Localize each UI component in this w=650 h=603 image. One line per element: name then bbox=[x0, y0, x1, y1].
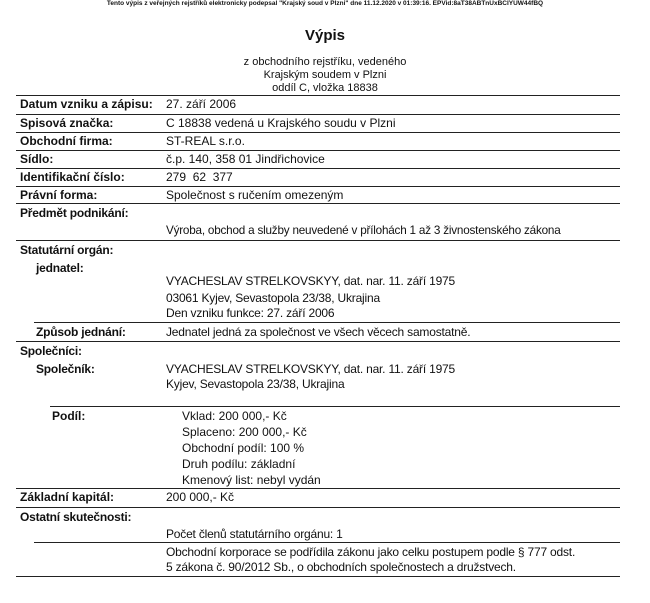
value-spisova-znacka: C 18838 vedená u Krajského soudu v Plzni bbox=[166, 116, 396, 130]
label-zakladni-kapital: Základní kapitál: bbox=[20, 490, 115, 504]
label-podil: Podíl: bbox=[52, 409, 86, 423]
value-obchodni-firma: ST-REAL s.r.o. bbox=[166, 134, 245, 148]
label-obchodni-firma: Obchodní firma: bbox=[20, 134, 113, 148]
label-statutarni-organ: Statutární orgán: bbox=[20, 243, 114, 257]
jednatel-line-1: VYACHESLAV STRELKOVSKYY, dat. nar. 11. září 1975 bbox=[166, 274, 455, 288]
label-pravni-forma: Právní forma: bbox=[20, 188, 98, 202]
divider bbox=[50, 406, 620, 407]
label-jednatel: jednatel: bbox=[36, 261, 84, 275]
label-spolecnici: Společníci: bbox=[20, 344, 82, 358]
podil-druh: Druh podílu: základní bbox=[182, 457, 296, 471]
ostatni-line-1: Počet členů statutárního orgánu: 1 bbox=[166, 527, 343, 541]
divider bbox=[16, 132, 620, 133]
divider bbox=[16, 576, 620, 577]
value-datum-vzniku: 27. září 2006 bbox=[166, 97, 237, 111]
podil-vklad: Vklad: 200 000,- Kč bbox=[182, 409, 287, 423]
divider bbox=[34, 322, 620, 323]
label-zpusob-jednani: Způsob jednání: bbox=[36, 325, 126, 339]
divider bbox=[16, 150, 620, 151]
value-sidlo: č.p. 140, 358 01 Jindřichovice bbox=[166, 152, 325, 166]
spolecnik-line-2: Kyjev, Sevastopola 23/38, Ukrajina bbox=[166, 377, 345, 391]
divider bbox=[16, 507, 620, 508]
value-predmet-podnikani: Výroba, obchod a služby neuvedené v přílohách 1 až 3 živnostenského zákona bbox=[166, 224, 561, 237]
value-zpusob-jednani: Jednatel jedná za společnost ve všech věcech samostatně. bbox=[166, 325, 471, 339]
podil-kmenovy-list: Kmenový list: nebyl vydán bbox=[182, 473, 321, 487]
jednatel-line-3: Den vzniku funkce: 27. září 2006 bbox=[166, 306, 335, 320]
divider bbox=[16, 114, 620, 115]
jednatel-line-2: 03061 Kyjev, Sevastopola 23/38, Ukrajina bbox=[166, 291, 380, 305]
value-zakladni-kapital: 200 000,- Kč bbox=[166, 490, 235, 504]
divider bbox=[16, 488, 620, 489]
label-ico: Identifikační číslo: bbox=[20, 170, 125, 184]
value-pravni-forma: Společnost s ručením omezeným bbox=[166, 188, 344, 202]
signature-header-note: Tento výpis z veřejných rejstříků elektronicky podepsal "Krajský soud v Plzni" dne 11.12.2020 v 01:39:16. EPVid:8aT38ABTnUxBCIYUW44fBQ bbox=[106, 0, 544, 7]
page-title: Výpis bbox=[304, 27, 346, 44]
divider bbox=[16, 203, 620, 204]
divider bbox=[16, 95, 620, 96]
podil-obchodni-podil: Obchodní podíl: 100 % bbox=[182, 441, 305, 455]
divider bbox=[16, 341, 620, 342]
label-ostatni-skutecnosti: Ostatní skutečnosti: bbox=[20, 510, 132, 524]
ostatni-line-3: 5 zákona č. 90/2012 Sb., o obchodních společnostech a družstvech. bbox=[166, 560, 516, 574]
label-sidlo: Sídlo: bbox=[20, 152, 54, 166]
value-ico: 279 62 377 bbox=[166, 170, 233, 184]
divider bbox=[16, 240, 620, 241]
podil-splaceno: Splaceno: 200 000,- Kč bbox=[182, 425, 307, 439]
subtitle-line-1: z obchodního rejstříku, vedeného bbox=[243, 56, 407, 68]
spolecnik-line-1: VYACHESLAV STRELKOVSKYY, dat. nar. 11. září 1975 bbox=[166, 362, 455, 376]
label-spisova-znacka: Spisová značka: bbox=[20, 116, 114, 130]
label-datum-vzniku: Datum vzniku a zápisu: bbox=[20, 97, 153, 111]
ostatni-line-2: Obchodní korporace se podřídila zákonu jako celku postupem podle § 777 odst. bbox=[166, 545, 576, 559]
label-spolecnik: Společník: bbox=[36, 362, 95, 376]
subtitle-line-3: oddíl C, vložka 18838 bbox=[272, 82, 378, 94]
label-predmet-podnikani: Předmět podnikání: bbox=[20, 206, 129, 220]
divider bbox=[16, 186, 620, 187]
subtitle-line-2: Krajským soudem v Plzni bbox=[263, 69, 387, 81]
divider bbox=[16, 168, 620, 169]
divider bbox=[34, 542, 620, 543]
